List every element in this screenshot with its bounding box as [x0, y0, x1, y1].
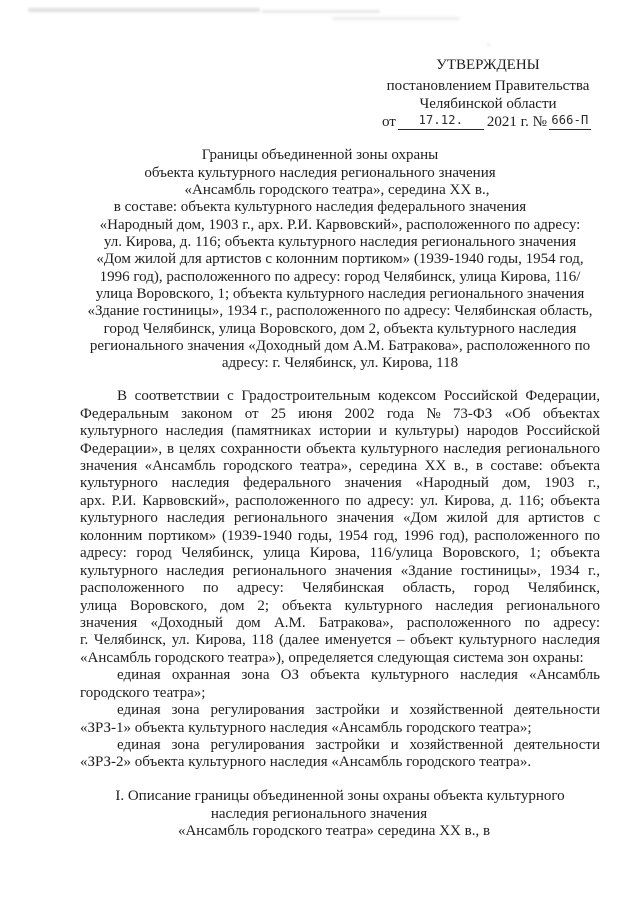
body-line: культурного наследия регионального значения «Здание гостиницы», 1934 г., [80, 562, 600, 579]
body-line: единая охранная зона ОЗ объекта культурного наследия «Ансамбль [117, 667, 600, 684]
body-line: улица Воровского, дом 2; объекта культурного наследия регионального [80, 597, 600, 614]
preamble-paragraph [80, 388, 600, 667]
zone-item-zrz-1 [80, 702, 600, 737]
title-line: регионального значения «Доходный дом А.М. Батракова», расположенного по [89, 338, 591, 355]
body-line: «ЗРЗ-1» объекта культурного наследия «Ансамбль городского театра»; [80, 719, 532, 736]
approval-heading: УТВЕРЖДЕНЫ [436, 57, 540, 73]
approval-region-line: Челябинской области [419, 96, 557, 112]
scan-smudge [262, 10, 380, 13]
approval-date-line [382, 113, 591, 131]
approval-block [380, 0, 596, 135]
body-line: культурного наследия федерального значения «Народный дом, 1903 г., [80, 475, 600, 492]
scan-smudge [28, 8, 260, 12]
body-line: г. Челябинск, ул. Кирова, 118 (далее именуется – объект культурного наследия [80, 632, 600, 649]
body-line: культурного наследия регионального значения «Дом жилой для артистов с [80, 510, 600, 527]
body-line: городского театра»; [80, 684, 206, 701]
section-heading [80, 788, 600, 840]
title-line: Границы объединенной зоны охраны [201, 147, 439, 164]
title-line: 1996 год), расположенного по адресу: город Челябинск, улица Кирова, 116/ [99, 268, 581, 285]
title-line: ул. Кирова, д. 116; объекта культурного наследия регионального значения [103, 234, 577, 251]
zone-item-zrz-2 [80, 737, 600, 772]
approval-number-value: 666-П [551, 113, 589, 127]
body-line: Федеральным законом от 25 июня 2002 года № 73-ФЗ «Об объектах [80, 405, 600, 422]
section-heading-line: наследия регионального значения [210, 805, 428, 822]
title-line: улица Воровского, 1; объекта культурного наследия регионального значения [95, 286, 585, 303]
title-line: «Дом жилой для артистов с колонним портиком» (1939-1940 годы, 1954 год, [96, 251, 584, 268]
body-line: расположенного по адресу: Челябинская область, город Челябинск, [80, 580, 600, 597]
body-line: значения «Доходный дом А.М. Батракова», расположенного по адресу: [80, 614, 600, 631]
title-line: адресу: г. Челябинск, ул. Кирова, 118 [221, 355, 459, 372]
body-line: культурного наследия (памятниках истории и культуры) народов Российской [80, 423, 600, 440]
title-line: «Ансамбль городского театра», середина XX в., [184, 181, 490, 198]
body-line: адресу: город Челябинск, улица Кирова, 116/улица Воровского, 1; объекта [80, 545, 600, 562]
approval-date-value: 17.12. [418, 113, 464, 127]
approval-date-field [398, 115, 484, 130]
zone-list [80, 667, 600, 772]
approval-from-label: от [382, 114, 396, 130]
body-line: В соответствии с Градостроительным кодексом Российской Федерации, [117, 388, 600, 405]
title-line: «Народный дом, 1903 г., арх. Р.И. Карвовский», расположенного по адресу: [99, 216, 581, 233]
title-line: «Здание гостиницы», 1934 г., расположенного по адресу: Челябинская область, [87, 303, 593, 320]
section-heading-line: I. Описание границы объединенной зоны охраны объекта культурного [115, 788, 565, 805]
approval-year-label: 2021 г. № [486, 114, 547, 130]
approval-number-field [549, 115, 591, 130]
body-line: Федерации», в целях сохранности объекта культурного наследия регионального [80, 440, 600, 457]
body-line: значения «Ансамбль городского театра», середина XX в., в составе: объекта [80, 458, 600, 475]
approval-issuer-line: постановлением Правительства [386, 78, 590, 94]
title-line: в составе: объекта культурного наследия федерального значения [113, 199, 527, 216]
title-line: город Челябинск, улица Воровского, дом 2, объекта культурного наследия [103, 320, 577, 337]
body-line: единая зона регулирования застройки и хозяйственной деятельности [117, 702, 600, 719]
body-line: «ЗРЗ-2» объекта культурного наследия «Ансамбль городского театра». [80, 754, 532, 771]
body-line: «Ансамбль городского театра»), определяется следующая система зон охраны: [80, 649, 584, 666]
body-line: колонним портиком» (1939-1940 годы, 1954 год, 1996 год), расположенного по [80, 527, 600, 544]
document-title [80, 147, 600, 372]
title-line: объекта культурного наследия регионального значения [144, 164, 496, 181]
body-line: арх. Р.И. Карвовский», расположенного по адресу: ул. Кирова, д. 116; объекта [80, 492, 600, 509]
body-line: единая зона регулирования застройки и хозяйственной деятельности [117, 737, 600, 754]
section-heading-line: «Ансамбль городского театра» середина XX в., в [177, 823, 491, 840]
zone-item-oz [80, 667, 600, 702]
document-body [80, 388, 600, 772]
